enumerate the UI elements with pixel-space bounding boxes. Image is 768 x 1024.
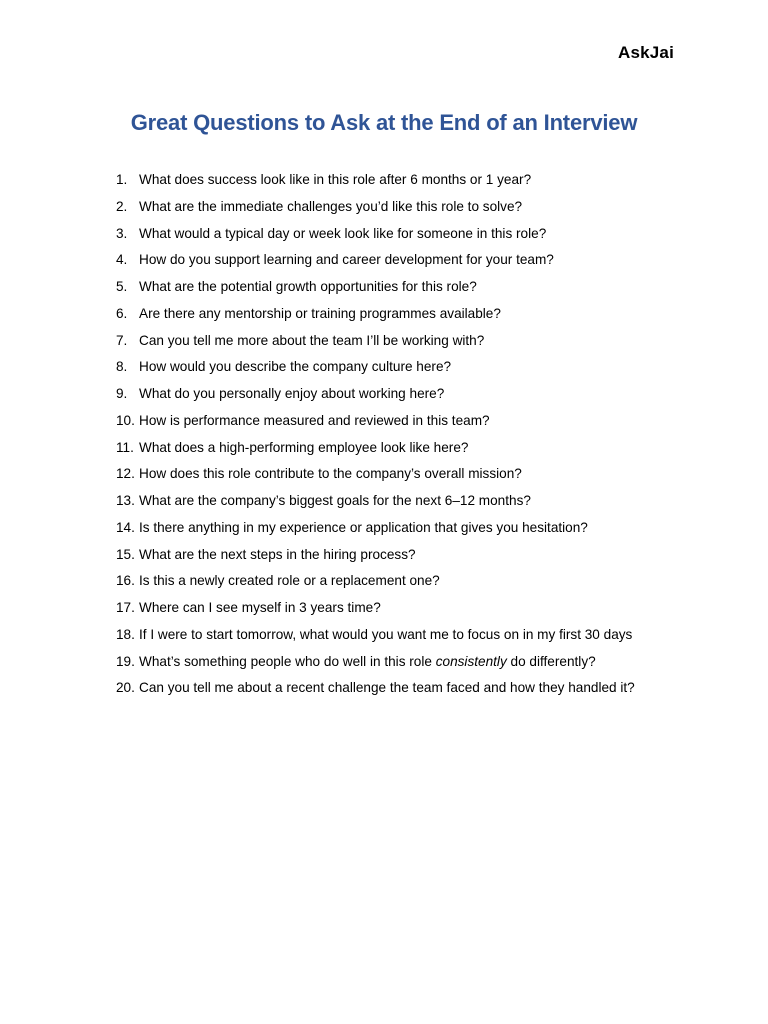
item-text: What are the potential growth opportunities for this role? [139,279,477,294]
item-number: 15. [116,546,135,562]
list-item [116,304,635,331]
list-item [116,438,635,465]
item-number: 1. [116,172,128,187]
item-text: What are the company’s biggest goals for the next 6–12 months? [139,493,531,508]
list-item [116,384,635,411]
list-item [116,250,635,277]
item-text: What are the immediate challenges you’d like this role to solve? [139,198,523,214]
item-text: Is there anything in my experience or application that gives you hesitation? [139,519,588,535]
item-number: 18. [116,626,135,642]
list-item [116,357,635,384]
brand-name: AskJai [617,43,674,62]
list-item [116,545,635,572]
item-number: 8. [116,359,128,375]
item-number: 20. [116,680,135,696]
item-text: What do you personally enjoy about working here? [139,386,445,401]
item-number: 10. [116,412,135,428]
item-number: 14. [116,519,135,535]
item-text: If I were to start tomorrow, what would you want me to focus on in my first 30 days [139,626,633,642]
item-number: 11. [116,439,134,455]
item-number: 9. [116,386,128,401]
question-list [116,170,635,705]
item-number: 13. [116,493,135,508]
item-text: How do you support learning and career development for your team? [139,252,554,268]
item-number: 6. [116,305,128,321]
list-item [116,170,635,197]
item-text: What does success look like in this role after 6 months or 1 year? [139,172,532,187]
item-number: 17. [116,600,135,615]
list-item [116,331,635,358]
item-number: 5. [116,279,128,294]
item-text: Where can I see myself in 3 years time? [139,600,381,615]
item-text: What are the next steps in the hiring process? [139,546,416,562]
item-number: 7. [116,332,128,348]
list-item [116,464,635,491]
item-text: How would you describe the company culture here? [139,359,452,375]
list-item [116,491,635,518]
item-text-start: What’s something people who do well in this role [139,653,436,669]
item-text-end: do differently? [506,653,596,669]
list-item [116,518,635,545]
page-title: Great Questions to Ask at the End of an Interview [130,110,638,135]
list-item [116,224,635,251]
item-number: 4. [116,252,128,268]
item-text: Is this a newly created role or a replacement one? [139,573,440,589]
list-item [116,652,635,679]
list-item [116,678,635,705]
item-text-emphasis: consistently [435,653,507,669]
item-text: What does a high-performing employee look like here? [139,439,469,455]
list-item [116,277,635,304]
item-text: How does this role contribute to the company’s overall mission? [139,466,522,482]
item-number: 12. [116,466,135,482]
list-item [116,625,635,652]
item-text [139,652,596,679]
list-item [116,571,635,598]
list-item [116,411,635,438]
item-text: How is performance measured and reviewed in this team? [139,412,490,428]
item-number: 2. [116,198,128,214]
item-number: 16. [116,573,135,589]
list-item [116,197,635,224]
item-text: Are there any mentorship or training programmes available? [139,305,501,321]
item-text: Can you tell me more about the team I’ll be working with? [139,332,485,348]
item-number: 19. [116,653,135,669]
item-number: 3. [116,225,128,241]
item-text: Can you tell me about a recent challenge the team faced and how they handled it? [139,680,635,696]
list-item [116,598,635,625]
item-text: What would a typical day or week look like for someone in this role? [139,225,547,241]
